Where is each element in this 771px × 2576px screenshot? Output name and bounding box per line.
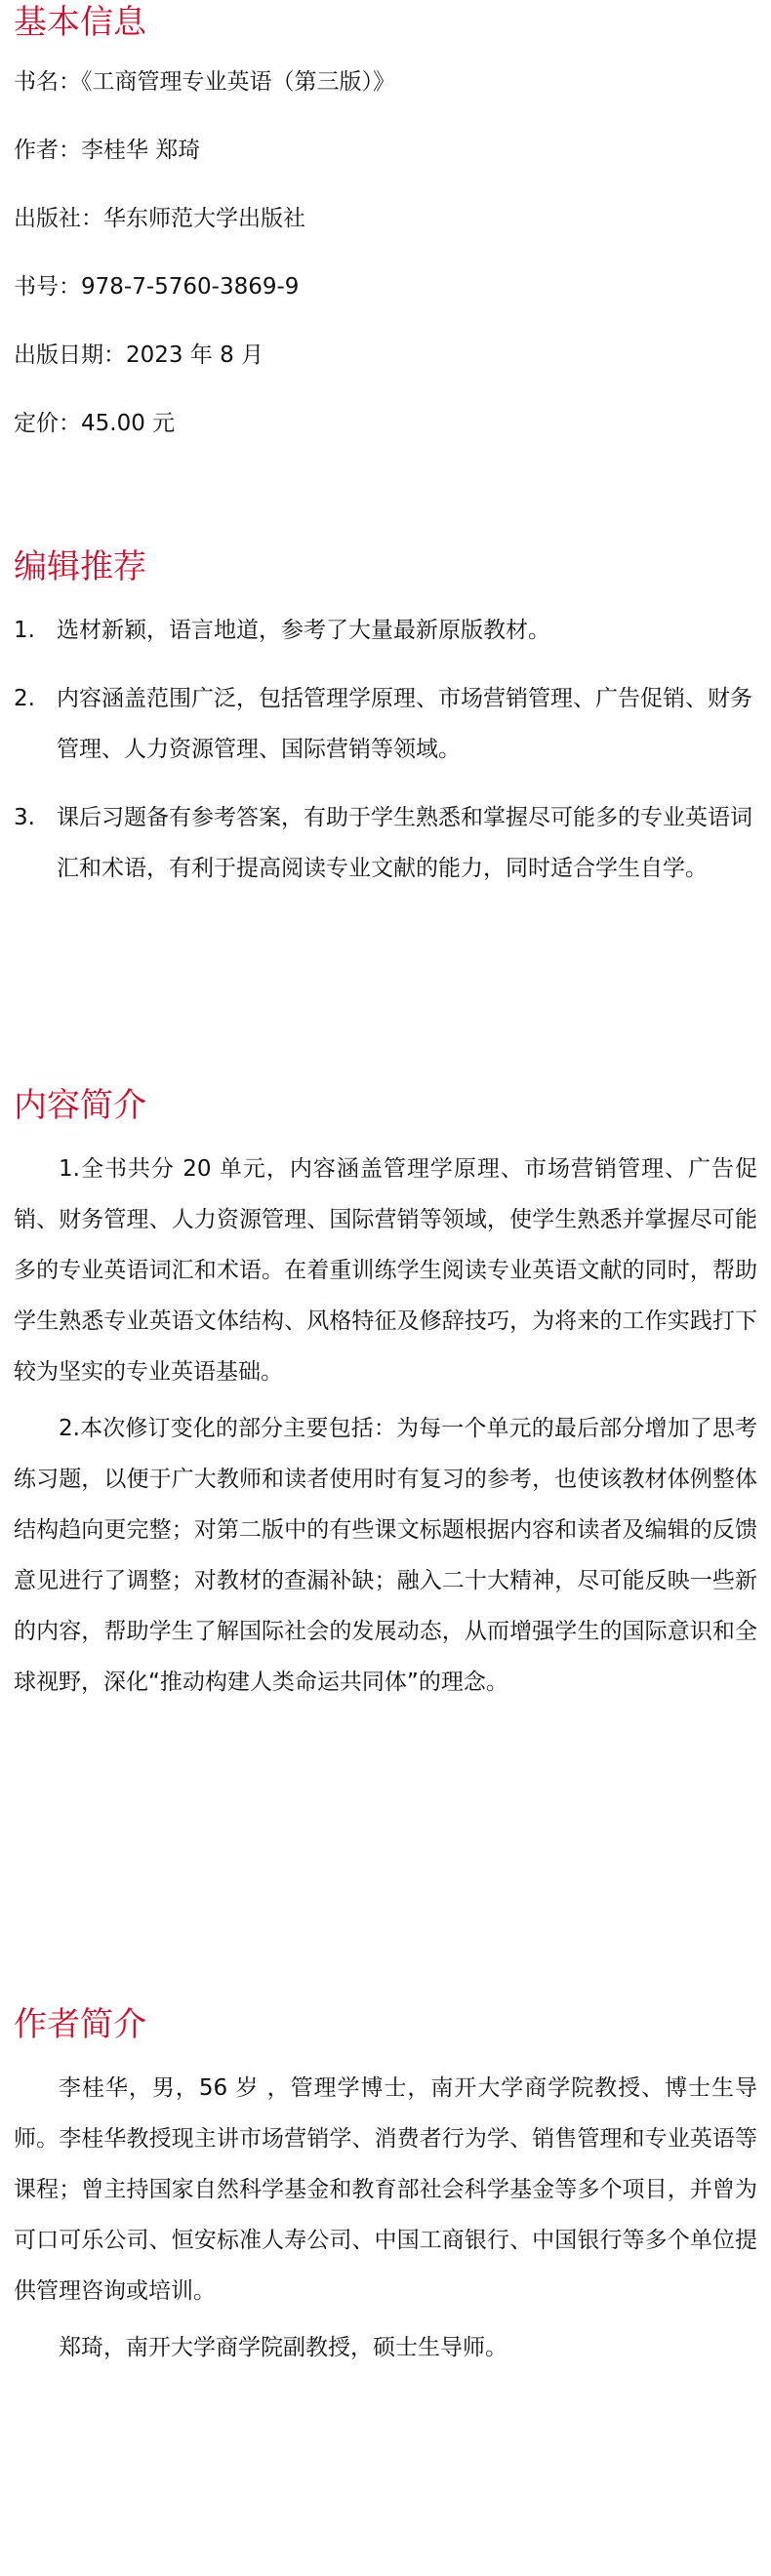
summary-paragraph: 2.本次修订变化的部分主要包括：为每一个单元的最后部分增加了思考练习题，以便于广大教师和读者使用时有复习的参考，也使该教材体例整体结构趋向更完整；对第二版中的有些课文标题根据内容和读者及编辑的反馈意见进行了调整；对教材的查漏补缺；融入二十大精神，尽可能反映一些新的内容，帮助学生了解国际社会的发展动态，从而增强学生的国际意识和全球视野，深化“推动构建人类命运共同体”的理念。 <box>14 1416 757 1695</box>
list-item-number: 2. <box>14 686 35 711</box>
author-intro-section <box>14 2002 757 2373</box>
editor-recommend-section <box>14 544 757 894</box>
list-item <box>14 673 757 775</box>
book-title-line: 书名：《工商管理专业英语（第三版）》 <box>14 69 395 95</box>
editor-recommend-heading: 编辑推荐 <box>14 547 146 586</box>
list-item <box>14 605 757 656</box>
basic-info-heading: 基本信息 <box>14 3 146 42</box>
price-line: 定价：45.00 元 <box>14 411 176 436</box>
list-item-text: 内容涵盖范围广泛，包括管理学原理、市场营销管理、广告促销、财务管理、人力资源管理、国际营销等领域。 <box>57 686 752 762</box>
isbn-line: 书号：978-7-5760-3869-9 <box>14 274 300 300</box>
author-intro-heading: 作者简介 <box>14 2005 146 2044</box>
author-line: 作者：李桂华 郑琦 <box>14 138 201 163</box>
publisher-line: 出版社：华东师范大学出版社 <box>14 206 305 231</box>
author-paragraph: 郑琦，南开大学商学院副教授，硕士生导师。 <box>59 2335 507 2360</box>
list-item-number: 1. <box>14 618 35 643</box>
list-item <box>14 792 757 894</box>
basic-info-section <box>14 0 757 441</box>
list-item-text: 课后习题备有参考答案，有助于学生熟悉和掌握尽可能多的专业英语词汇和术语，有利于提高阅读专业文献的能力，同时适合学生自学。 <box>57 805 752 881</box>
summary-paragraph: 1.全书共分 20 单元，内容涵盖管理学原理、市场营销管理、广告促销、财务管理、人力资源管理、国际营销等领域，使学生熟悉并掌握尽可能多的专业英语词汇和术语。在着重训练学生阅读专业英语文献的同时，帮助学生熟悉专业英语文体结构、风格特征及修辞技巧，为将来的工作实践打下较为坚实的专业英语基础。 <box>14 1156 757 1385</box>
author-paragraph: 李桂华，男，56 岁 ，管理学博士，南开大学商学院教授、博士生导师。李桂华教授现主讲市场营销学、消费者行为学、销售管理和专业英语等课程；曾主持国家自然科学基金和教育部社会科学基金等多个项目，并曾为可口可乐公司、恒安标准人寿公司、中国工商银行、中国银行等多个单位提供管理咨询或培训。 <box>14 2075 757 2304</box>
content-summary-section <box>14 1083 757 1708</box>
publish-date-line: 出版日期：2023 年 8 月 <box>14 342 264 368</box>
list-item-text: 选材新颖，语言地道，参考了大量最新原版教材。 <box>57 618 550 643</box>
list-item-number: 3. <box>14 805 35 830</box>
content-summary-heading: 内容简介 <box>14 1086 146 1125</box>
